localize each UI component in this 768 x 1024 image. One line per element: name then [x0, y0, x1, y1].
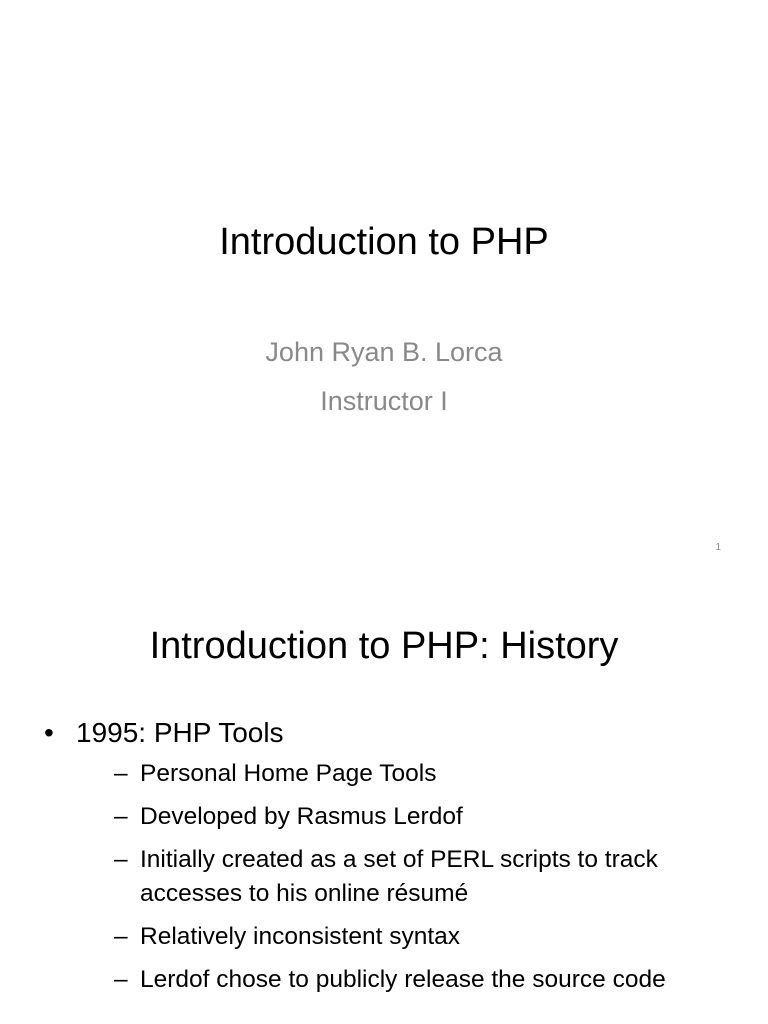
dash-icon: –: [114, 846, 128, 873]
bullet-item: [44, 713, 734, 997]
bullet-list: [44, 713, 734, 1006]
sub-bullet-list: [76, 757, 734, 997]
slide-title-heading: Introduction to PHP: [219, 221, 549, 263]
bullet-text: 1995: PHP Tools: [76, 717, 284, 748]
bullet-icon: •: [44, 717, 54, 748]
page-number: 1: [715, 542, 721, 553]
sub-bullet-item: [76, 757, 734, 791]
sub-bullet-text: Lerdof chose to publicly release the source code: [140, 966, 666, 993]
dash-icon: –: [114, 760, 128, 787]
sub-bullet-text: Developed by Rasmus Lerdof: [140, 803, 463, 830]
sub-bullet-item: [76, 963, 734, 997]
slide-history-heading: Introduction to PHP: History: [149, 625, 619, 667]
sub-bullet-item: [76, 843, 734, 911]
dash-icon: –: [114, 803, 128, 830]
sub-bullet-text: Initially created as a set of PERL scripts to track accesses to his online résumé: [140, 846, 658, 907]
author-name: John Ryan B. Lorca: [265, 337, 503, 367]
sub-bullet-text: Personal Home Page Tools: [140, 760, 437, 787]
sub-bullet-text: Relatively inconsistent syntax: [140, 923, 461, 950]
author-position: Instructor I: [320, 386, 448, 416]
sub-bullet-item: [76, 800, 734, 834]
slide-history: [0, 576, 768, 1024]
dash-icon: –: [114, 966, 128, 993]
sub-bullet-item: [76, 920, 734, 954]
dash-icon: –: [114, 923, 128, 950]
